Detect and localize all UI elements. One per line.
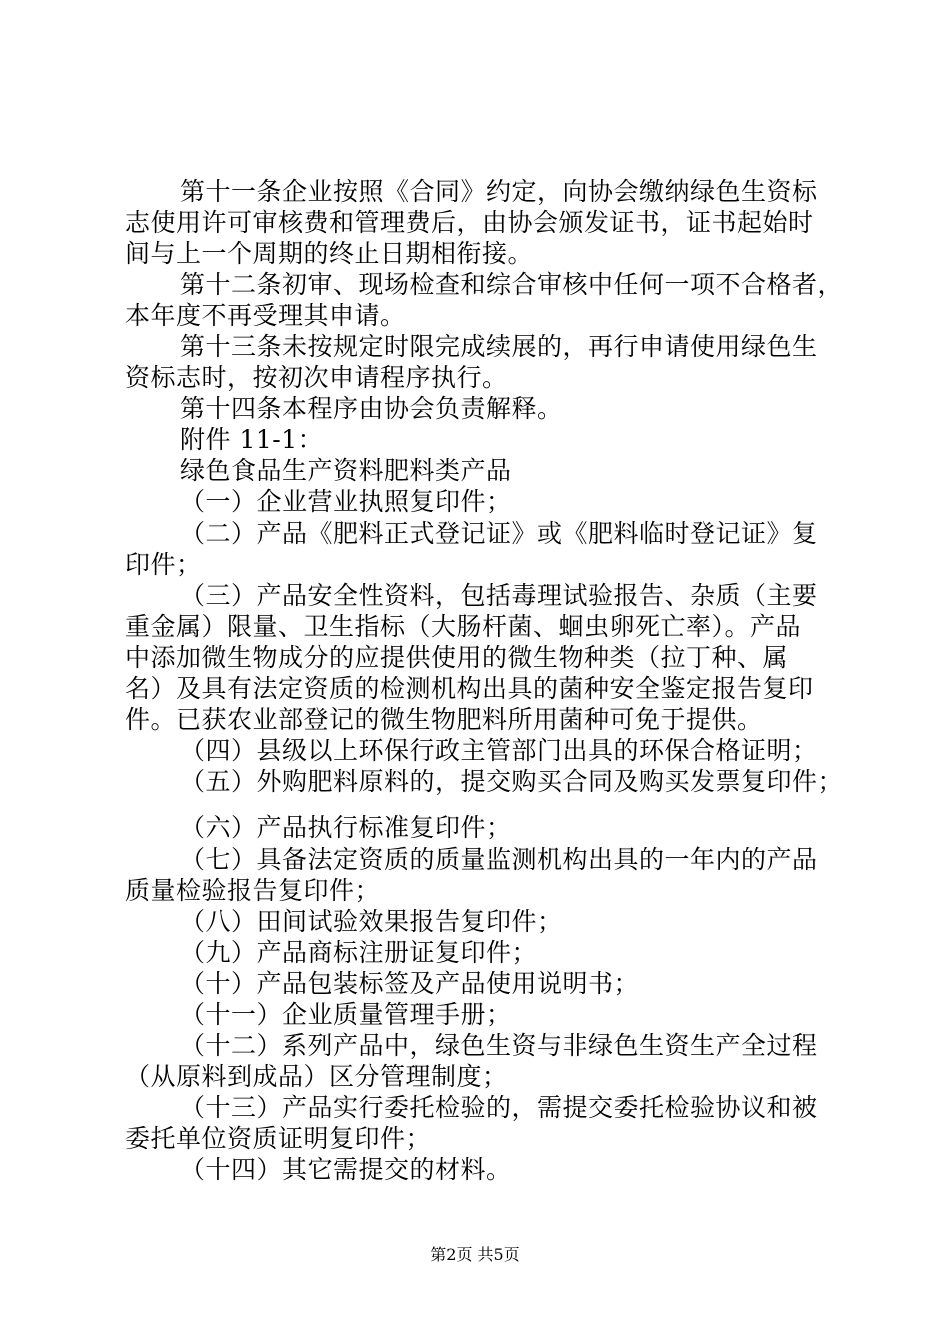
list-item: （一）企业营业执照复印件；: [180, 487, 512, 517]
list-item-continuation: 中添加微生物成分的应提供使用的微生物种类（拉丁种、属: [125, 642, 789, 672]
attachment-label: 附件 11-1：: [180, 425, 324, 455]
page-number-footer: 第2页 共5页: [430, 1245, 520, 1264]
list-item: （六）产品执行标准复印件；: [180, 813, 512, 843]
paragraph-line: 第十四条本程序由协会负责解释。: [180, 394, 563, 424]
list-item: （四）县级以上环保行政主管部门出具的环保合格证明；: [180, 735, 818, 765]
list-item-continuation: 名）及具有法定资质的检测机构出具的菌种安全鉴定报告复印: [125, 673, 814, 703]
paragraph-line: 第十三条未按规定时限完成续展的，再行申请使用绿色生: [180, 332, 818, 362]
paragraph-line: 间与上一个周期的终止日期相衔接。: [125, 239, 534, 269]
paragraph-line: 志使用许可审核费和管理费后，由协会颁发证书，证书起始时: [125, 208, 814, 238]
attachment-title: 绿色食品生产资料肥料类产品: [180, 456, 512, 486]
paragraph-line: 资标志时，按初次申请程序执行。: [125, 363, 508, 393]
paragraph-line: 第十一条企业按照《合同》约定，向协会缴纳绿色生资标: [180, 177, 818, 206]
list-item-continuation: 质量检验报告复印件；: [125, 875, 381, 905]
list-item: （十）产品包装标签及产品使用说明书；: [180, 968, 640, 998]
list-item: （十一）企业质量管理手册；: [180, 999, 512, 1029]
list-item: （五）外购肥料原料的，提交购买合同及购买发票复印件；: [180, 766, 844, 796]
list-item: （十二）系列产品中，绿色生资与非绿色生资生产全过程: [180, 1030, 818, 1060]
list-item: （三）产品安全性资料，包括毒理试验报告、杂质（主要: [180, 580, 818, 610]
list-item: （十三）产品实行委托检验的，需提交委托检验协议和被: [180, 1092, 818, 1122]
list-item: （七）具备法定资质的质量监测机构出具的一年内的产品: [180, 844, 818, 874]
list-item: （二）产品《肥料正式登记证》或《肥料临时登记证》复: [180, 518, 818, 548]
list-item: （九）产品商标注册证复印件；: [180, 937, 538, 967]
list-item: （八）田间试验效果报告复印件；: [180, 906, 563, 936]
list-item-continuation: （从原料到成品）区分管理制度；: [125, 1061, 508, 1091]
paragraph-line: 本年度不再受理其申请。: [125, 301, 406, 331]
list-item: （十四）其它需提交的材料。: [180, 1155, 512, 1184]
list-item-continuation: 件。已获农业部登记的微生物肥料所用菌种可免于提供。: [125, 704, 763, 734]
list-item-continuation: 印件；: [125, 549, 202, 579]
paragraph-line: 第十二条初审、现场检查和综合审核中任何一项不合格者，: [180, 270, 844, 300]
list-item-continuation: 重金属）限量、卫生指标（大肠杆菌、蛔虫卵死亡率）。产品: [125, 611, 802, 641]
list-item-continuation: 委托单位资质证明复印件；: [125, 1123, 432, 1153]
